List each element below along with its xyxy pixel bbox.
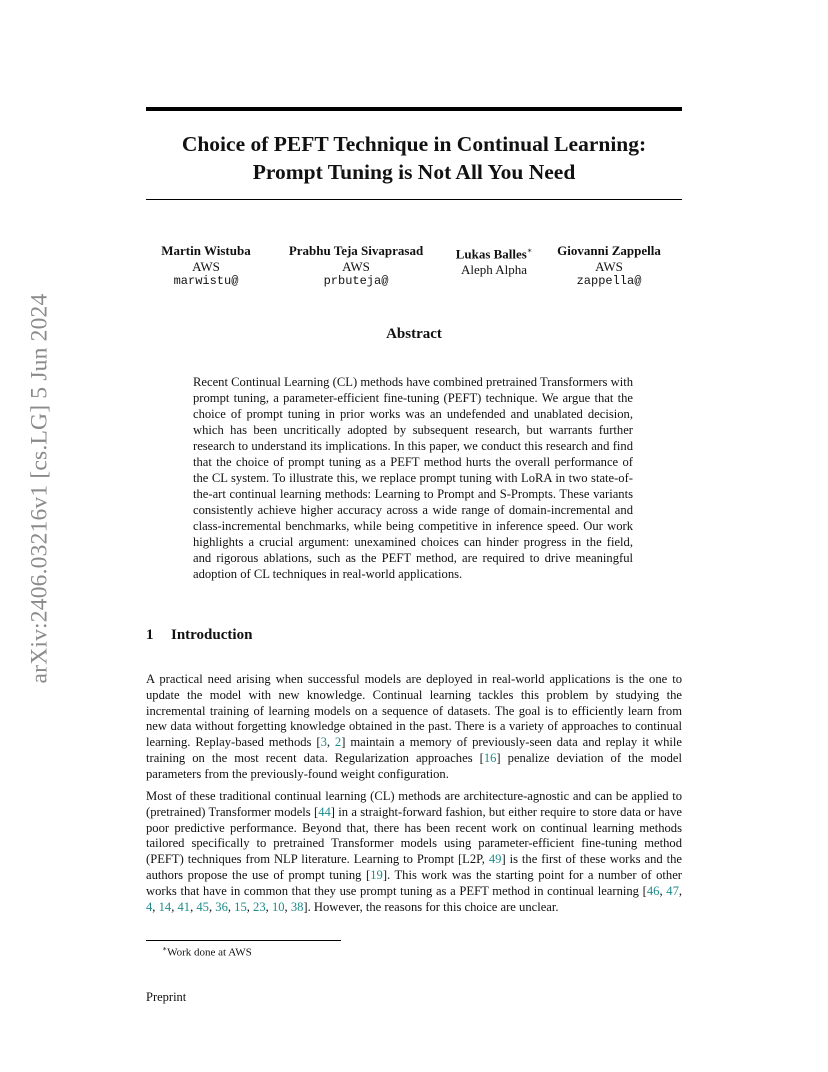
citation-link[interactable]: 3 — [320, 735, 327, 750]
title-line-2: Prompt Tuning is Not All You Need — [252, 160, 576, 184]
citation-link[interactable]: 49 — [488, 852, 502, 867]
citation-link[interactable]: 47 — [666, 883, 679, 898]
footnote — [162, 944, 252, 959]
section-title: Introduction — [171, 627, 253, 643]
author-email: prbuteja@ — [323, 274, 389, 288]
citation-link[interactable]: 15 — [234, 899, 247, 914]
author-affiliation: AWS — [342, 258, 370, 274]
citation-link[interactable]: 10 — [271, 899, 285, 914]
author-name: Giovanni Zappella — [557, 243, 661, 258]
intro-paragraph-2: Most of these traditional continual learning (CL) methods are architecture-agnostic and can be applied to (pretrained) Transformer models [44] in a straight-forward fashion, but either require to store data or have poor predictive performance. Beyond that, there has been recent work on continual learning methods tailored specifically to pretrained Transformer models using parameter-efficient fine-tuning method (PEFT) techniques from NLP literature. Learning to Prompt [L2P, 49] is the first of these works and the authors propose the use of prompt tuning [19]. This work was the starting point for a number of other works that have in common that they use prompt tuning as a PEFT method in continual learning [46, 47, 4, 14, 41, 45, 36, 15, 23, 10, 38]. However, the reasons for this choice are unclear. — [146, 789, 683, 914]
footnote-marker: ∗ — [526, 246, 533, 255]
author-name: Prabhu Teja Sivaprasad — [288, 243, 424, 258]
citation-link[interactable]: 14 — [158, 899, 172, 914]
footnote-marker: ∗ — [162, 944, 168, 953]
citation-link[interactable]: 36 — [215, 899, 228, 914]
title-top-rule — [146, 107, 682, 111]
author-block — [552, 243, 666, 290]
section-number: 1 — [146, 627, 154, 643]
author-email: marwistu@ — [173, 274, 239, 288]
preprint-label: Preprint — [146, 990, 187, 1004]
footnote-text: Work done at AWS — [167, 946, 252, 959]
intro-paragraph-1: A practical need arising when successful models are deployed in real-world applications is the one to update the model with new knowledge. Continual learning tackles this problem by studying the incremental training of learning models on a sequence of datasets. The goal is to efficiently learn from new data without forgetting knowledge obtained in the past. There is a variety of approaches to continual learning. Replay-based methods [3, 2] maintain a memory of previously-seen data and replay it while training on the most recent data. Regularization approaches [16] penalize deviation of the model parameters from the previously-found weight configuration. — [146, 672, 682, 781]
citation-link[interactable]: 46 — [646, 883, 660, 898]
title-bottom-rule — [146, 199, 682, 200]
citation-link[interactable]: 16 — [483, 750, 497, 765]
abstract-heading: Abstract — [386, 326, 442, 342]
author-affiliation: AWS — [595, 258, 623, 274]
citation-link[interactable]: 2 — [334, 735, 342, 750]
citation-link[interactable]: 19 — [370, 867, 383, 882]
citation-link[interactable]: 38 — [290, 899, 304, 914]
author-name: Lukas Balles — [455, 246, 527, 262]
author-affiliation: AWS — [192, 258, 220, 274]
section-heading — [146, 627, 252, 644]
arxiv-sidebar — [20, 293, 60, 683]
author-block — [446, 243, 542, 277]
citation-link[interactable]: 44 — [318, 804, 331, 819]
author-block — [156, 243, 256, 290]
title-line-1: Choice of PEFT Technique in Continual Learning: — [181, 132, 647, 156]
author-affiliation: Aleph Alpha — [460, 261, 528, 277]
citation-link[interactable]: 4 — [146, 899, 153, 914]
author-email: zappella@ — [576, 274, 642, 288]
author-block — [280, 243, 432, 290]
author-name: Martin Wistuba — [161, 243, 251, 258]
footnote-rule — [146, 940, 341, 941]
citation-link[interactable]: 45 — [196, 899, 209, 914]
arxiv-identifier: arXiv:2406.03216v1 [cs.LG] 5 Jun 2024 — [26, 293, 53, 683]
abstract-text: Recent Continual Learning (CL) methods have combined pretrained Transformers with prompt tuning, a parameter-efficient fine-tuning (PEFT) technique. We argue that the choice of prompt tuning in prior works was an undefended and unablated decision, which has been uncritically adopted by subsequent research, but warrants further research to understand its implications. In this paper, we conduct this research and find that the choice of prompt tuning as a PEFT method hurts the overall performance of the CL system. To illustrate this, we replace prompt tuning with LoRA in two state-of-the-art continual learning methods: Learning to Prompt and S-Prompts. These variants consistently achieve higher accuracy across a wide range of domain-incremental and class-incremental benchmarks, while being competitive in inference speed. Our work highlights a crucial argument: unexamined choices can hinder progress in the field, and rigorous ablations, such as the PEFT method, are required to drive meaningful adoption of CL techniques in real-world applications. — [193, 375, 633, 581]
citation-link[interactable]: 41 — [177, 899, 191, 914]
paper-title — [146, 130, 682, 186]
citation-link[interactable]: 23 — [253, 899, 266, 914]
